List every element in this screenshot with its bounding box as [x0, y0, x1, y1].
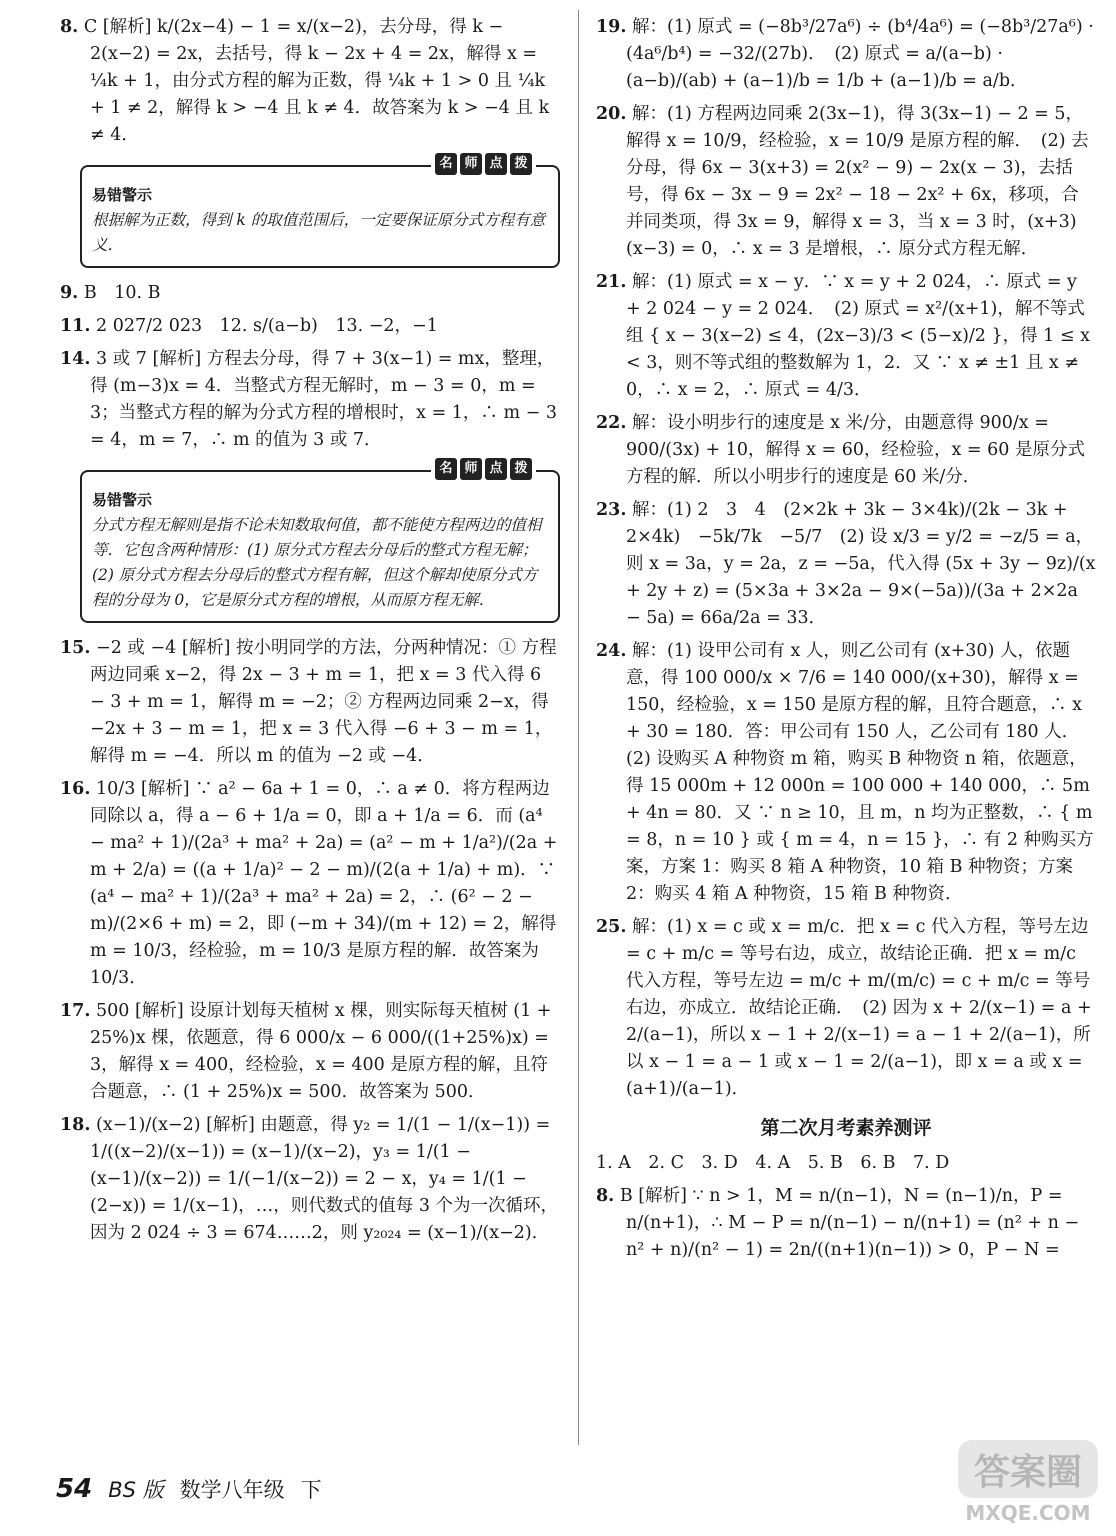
answer-19: 19. 解：(1) 原式 = (−8b³/27a⁶) ÷ (b⁴/4a⁶) = (−8b³/27a⁶) · (4a⁶/b⁴) = −32/(27b)． (2) 原式 = a/(a−b) · (a−b)/(ab) + (a−1)/b = 1/b + (a−1)/b = a/b． [596, 17, 1094, 91]
answer-25: 25. 解：(1) x = c 或 x = m/c．把 x = c 代入方程，等号左边 = c + m/c = 等号右边，成立，故结论正确．把 x = m/c 代入方程，等号左边 = m/c + m/(m/c) = c + m/c = 等号右边，亦成立．故结论正确． (2) 因为 x + 2/(x−1) = a + 2/(a−1)，所以 x − 1 + 2/(x−1) = a − 1 + 2/(a−1)，所以 x − 1 = a − 1 或 x − 1 = 2/(a−1)，即 x = a 或 x = (a+1)/(a−1)． [596, 917, 1092, 1099]
svg-text:MXQE.COM: MXQE.COM [965, 1501, 1091, 1525]
box-title: 易错警示 [92, 491, 153, 509]
section-answers-1-7: 1. A 2. C 3. D 4. A 5. B 6. B 7. D [596, 1153, 950, 1173]
section-answer-8: 8. B [解析] ∵ n > 1，M = n/(n−1)，N = (n−1)/n，P = n/(n+1)，∴ M − P = n/(n−1) − n/(n+1) = (n² + n − n² + n)/(n² − 1) = 2n/((n+1)(n−1)) > 0，P − N = [596, 1186, 1080, 1260]
box-text: 根据解为正数，得到 k 的取值范围后，一定要保证原分式方程有意义． [92, 211, 546, 254]
site-watermark [958, 1432, 1108, 1528]
right-column [596, 14, 1096, 1270]
answer-20: 20. 解：(1) 方程两边同乘 2(3x−1)，得 3(3x−1) − 2 = 5，解得 x = 10/9，经检验，x = 10/9 是原方程的解． (2) 去分母，得 6x − 3(x+3) = 2(x² − 9) − 2x(x − 3)，去括号，得 6x − 3x − 9 = 2x² − 18 − 2x² + 6x，移项，合并同类项，得 3x = 9，解得 x = 3，当 x = 3 时，(x+3)(x−3) = 0，∴ x = 3 是增根，∴ 原分式方程无解． [596, 104, 1089, 259]
box-title: 易错警示 [92, 186, 153, 204]
subject-label: 数学八年级 [179, 1478, 285, 1502]
page-number: 54 [56, 1474, 93, 1504]
answer-17: 17. 500 [解析] 设原计划每天植树 x 棵，则实际每天植树 (1 + 25%)x 棵，依题意，得 6 000/x − 6 000/((1+25%)x) = 3，解得 x = 400，经检验，x = 400 是原方程的解，且符合题意，∴ (1 + 25%)x = 500．故答案为 500． [60, 1001, 552, 1102]
teacher-tip-badge: 名 师 点 拨 [431, 458, 536, 480]
answer-11-13: 11. 2 027/2 023 12. s/(a−b) 13. −2，−1 [60, 316, 438, 336]
box-text: 分式方程无解则是指不论未知数取何值，都不能使方程两边的值相等．它包含两种情形：(1) 原分式方程去分母后的整式方程无解；(2) 原分式方程去分母后的整式方程有解，但这个解却使原分式方程的分母为 0，它是原分式方程的增根，从而原方程无解． [92, 516, 542, 609]
answer-18: 18. (x−1)/(x−2) [解析] 由题意，得 y₂ = 1/(1 − 1/(x−1)) = 1/((x−2)/(x−1)) = (x−1)/(x−2)，y₃ = 1/(1 − (x−1)/(x−2)) = 1/(−1/(x−2)) = 2 − x，y₄ = 1/(1 − (2−x)) = 1/(x−1)，…，则代数式的值每 3 个为一次循环，因为 2 024 ÷ 3 = 674……2，则 y₂₀₂₄ = (x−1)/(x−2)． [60, 1115, 559, 1243]
left-column [60, 14, 560, 1253]
answer-24: 24. 解：(1) 设甲公司有 x 人，则乙公司有 (x+30) 人，依题意，得 100 000/x × 7/6 = 140 000/(x+30)，解得 x = 150，经检验，x = 150 是原方程的解，且符合题意，∴ x + 30 = 180．答：甲公司有 150 人，乙公司有 180 人． (2) 设购买 A 种物资 m 箱，购买 B 种物资 n 箱，依题意，得 15 000m + 12 000n = 100 000 + 140 000，∴ 5m + 4n = 80．又 ∵ n ≥ 10，且 m，n 均为正整数，∴ { m = 8，n = 10 } 或 { m = 4，n = 15 }，∴ 有 2 种购买方案，方案 1：购买 8 箱 A 种物资，10 箱 B 种物资；方案 2：购买 4 箱 A 种物资，15 箱 B 种物资． [596, 641, 1094, 904]
error-warning-box-1 [80, 156, 560, 268]
answer-16: 16. 10/3 [解析] ∵ a² − 6a + 1 = 0，∴ a ≠ 0．将方程两边同除以 a，得 a − 6 + 1/a = 0，即 a + 1/a = 6．而 (a⁴ − ma² + 1)/(2a³ + ma² + 2a) = (a² − m + 1/a²)/(2a + m + 2/a) = ((a + 1/a)² − 2 − m)/(2(a + 1/a) + m)．∵ (a⁴ − ma² + 1)/(2a³ + ma² + 2a) = 2，∴ (6² − 2 − m)/(2×6 + m) = 2，即 (−m + 34)/(m + 12) = 2，解得 m = 10/3，经检验，m = 10/3 是原方程的解．故答案为 10/3． [60, 779, 558, 988]
answer-21: 21. 解：(1) 原式 = x − y．∵ x = y + 2 024，∴ 原式 = y + 2 024 − y = 2 024． (2) 原式 = x²/(x+1)，解不等式组 { x − 3(x−2) ≤ 4，(2x−3)/3 < (5−x)/2 }，得 1 ≤ x < 3，则不等式组的整数解为 1，2．又 ∵ x ≠ ±1 且 x ≠ 0，∴ x = 2，∴ 原式 = 4/3． [596, 272, 1090, 400]
svg-text:答案圈: 答案圈 [973, 1452, 1083, 1493]
page-footer [56, 1474, 322, 1504]
answer-9-10: 9. B 10. B [60, 283, 161, 303]
answer-15: 15. −2 或 −4 [解析] 按小明同学的方法，分两种情况：① 方程两边同乘 x−2，得 2x − 3 + m = 1，把 x = 3 代入得 6 − 3 + m = 1，解得 m = −2；② 方程两边同乘 2−x，得 −2x + 3 − m = 1，把 x = 3 代入得 −6 + 3 − m = 1，解得 m = −4．所以 m 的值为 −2 或 −4． [60, 638, 557, 766]
watermark-logo-icon [958, 1432, 1108, 1528]
edition-label: BS 版 [108, 1478, 164, 1502]
teacher-tip-badge: 名 师 点 拨 [431, 153, 536, 175]
answer-23: 23. 解：(1) 2 3 4 (2×2k + 3k − 3×4k)/(2k − 3k + 2×4k) −5k/7k −5/7 (2) 设 x/3 = y/2 = −z/5 = a，则 x = 3a，y = 2a，z = −5a，代入得 (5x + 3y − 9z)/(x + 2y + z) = (5×3a + 3×2a − 9×(−5a))/(3a + 2×2a − 5a) = 66a/2a = 33． [596, 500, 1096, 628]
section-title: 第二次月考素养测评 [760, 1117, 932, 1139]
column-divider [578, 10, 579, 1445]
error-warning-box-2 [80, 461, 560, 623]
answer-8: 8. C [解析] k/(2x−4) − 1 = x/(x−2)，去分母，得 k − 2(x−2) = 2x，去括号，得 k − 2x + 4 = 2x，解得 x = ¼k + 1，由分式方程的解为正数，得 ¼k + 1 > 0 且 ¼k + 1 ≠ 2，解得 k > −4 且 k ≠ 4．故答案为 k > −4 且 k ≠ 4． [60, 17, 550, 145]
answer-14: 14. 3 或 7 [解析] 方程去分母，得 7 + 3(x−1) = mx，整理，得 (m−3)x = 4．当整式方程无解时，m − 3 = 0，m = 3；当整式方程的解为分式方程的增根时，x = 1，∴ m − 3 = 4，m = 7，∴ m 的值为 3 或 7． [60, 349, 558, 450]
volume-label: 下 [300, 1478, 322, 1502]
answer-22: 22. 解：设小明步行的速度是 x 米/分，由题意得 900/x = 900/(3x) + 10，解得 x = 60，经检验，x = 60 是原分式方程的解．所以小明步行的速度是 60 米/分． [596, 413, 1085, 487]
